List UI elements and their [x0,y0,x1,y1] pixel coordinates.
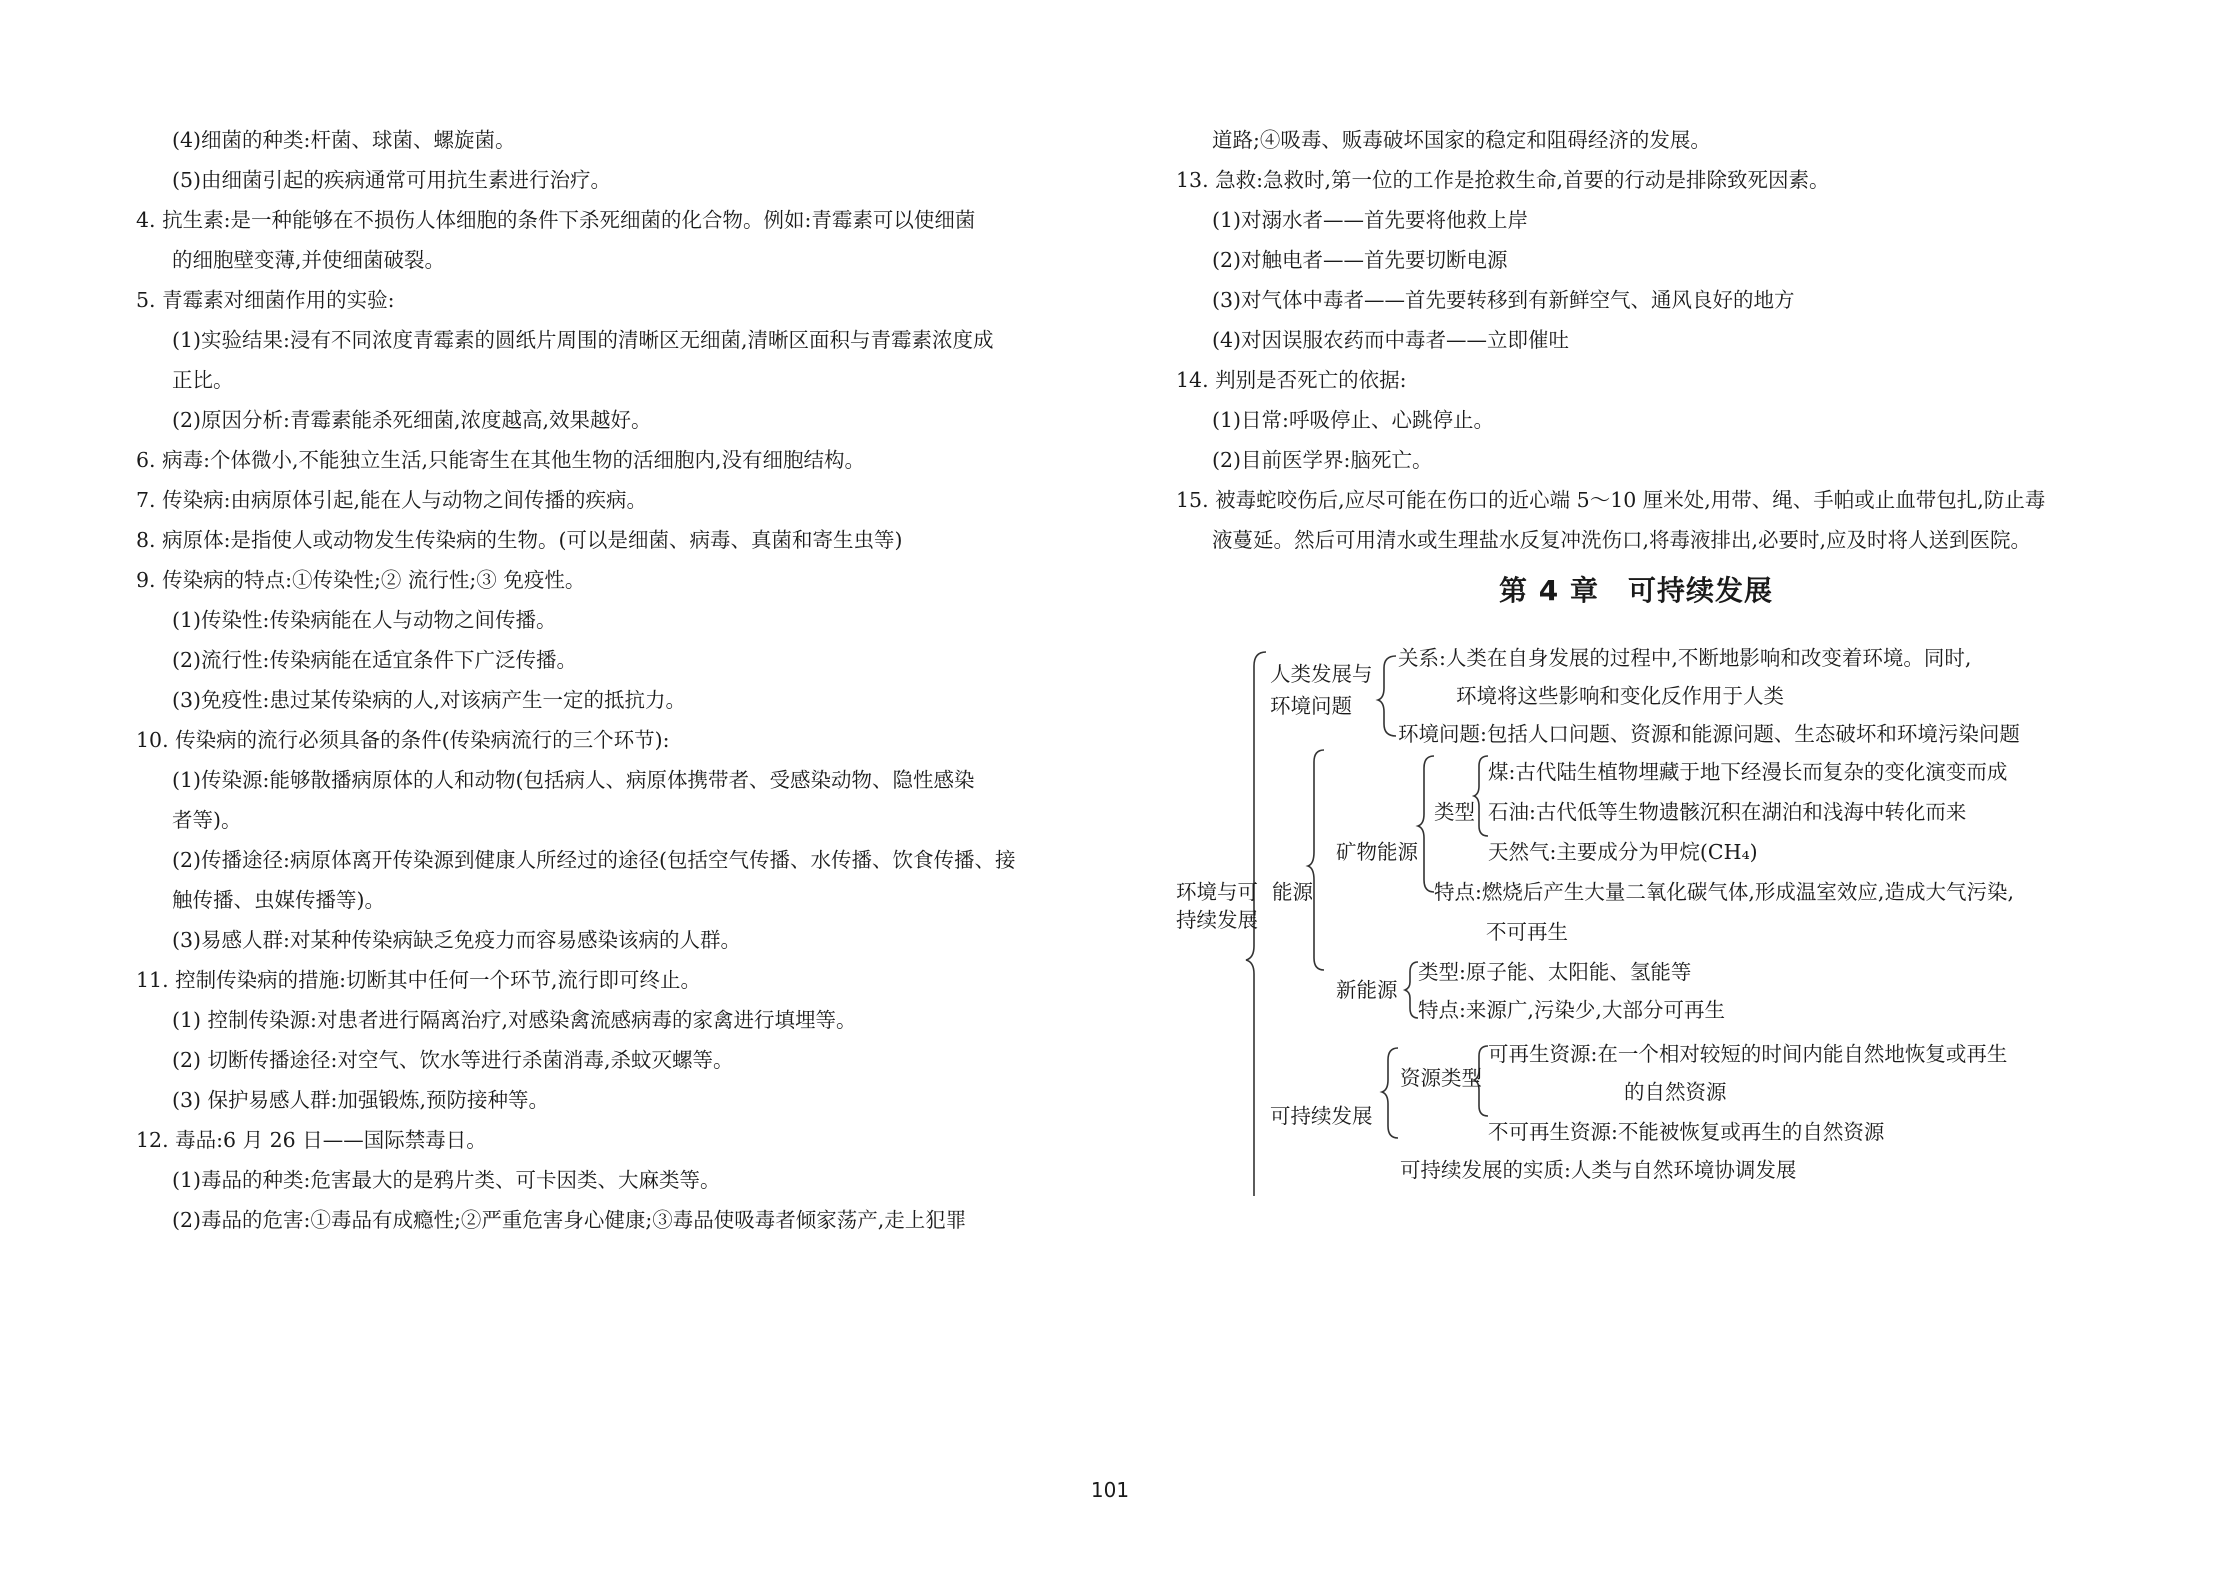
text-line: (1)毒品的种类:危害最大的是鸦片类、可卡因类、大麻类等。 [172,1168,721,1192]
tree-leaf: 石油:古代低等生物遗骸沉积在湖泊和浅海中转化而来 [1488,800,1967,824]
text-line: (1)传染性:传染病能在人与动物之间传播。 [172,608,557,632]
text-line: 5. 青霉素对细菌作用的实验: [136,288,395,312]
tree-leaf: 环境问题:包括人口问题、资源和能源问题、生态破坏和环境污染问题 [1398,722,2020,746]
brace [1308,750,1324,970]
tree-leaf: 天然气:主要成分为甲烷(CH₄) [1488,840,1758,864]
tree-leaf: 类型:原子能、太阳能、氢能等 [1418,960,1692,984]
brace [1378,656,1396,736]
text-line: (2) 切断传播途径:对空气、饮水等进行杀菌消毒,杀蚊灭螺等。 [172,1048,734,1072]
text-line: (1) 控制传染源:对患者进行隔离治疗,对感染禽流感病毒的家禽进行填埋等。 [172,1008,857,1032]
text-line: (4)对因误服农药而中毒者——立即催吐 [1212,328,1570,352]
text-line: 15. 被毒蛇咬伤后,应尽可能在伤口的近心端 5～10 厘米处,用带、绳、手帕或止血带包扎,防止毒 [1176,488,2046,512]
tree-leaf: 不可再生 [1486,920,1568,944]
text-line: 道路;④吸毒、贩毒破坏国家的稳定和阻碍经济的发展。 [1212,128,1711,152]
text-line: 液蔓延。然后可用清水或生理盐水反复冲洗伤口,将毒液排出,必要时,应及时将人送到医院。 [1212,528,2032,552]
text-line: 的细胞壁变薄,并使细菌破裂。 [172,248,446,272]
text-line: (2)流行性:传染病能在适宜条件下广泛传播。 [172,648,577,672]
tree-leaf: 可再生资源:在一个相对较短的时间内能自然地恢复或再生 [1488,1042,2008,1066]
tree-root: 持续发展 [1176,908,1258,932]
tree-node: 新能源 [1336,978,1398,1002]
tree-root: 环境与可 [1176,880,1258,904]
text-line: 10. 传染病的流行必须具备的条件(传染病流行的三个环节): [136,728,670,752]
text-line: (1)实验结果:浸有不同浓度青霉素的圆纸片周围的清晰区无细菌,清晰区面积与青霉素浓度成 [172,328,994,352]
text-line: (5)由细菌引起的疾病通常可用抗生素进行治疗。 [172,168,612,192]
tree-node: 人类发展与 [1270,662,1373,686]
text-line: 9. 传染病的特点:①传染性;② 流行性;③ 免疫性。 [136,568,586,592]
text-line: (1)传染源:能够散播病原体的人和动物(包括病人、病原体携带者、受感染动物、隐性感染 [172,768,975,792]
tree-leaf: 特点:燃烧后产生大量二氧化碳气体,形成温室效应,造成大气污染, [1434,880,2014,904]
text-line: 13. 急救:急救时,第一位的工作是抢救生命,首要的行动是排除致死因素。 [1176,168,1830,192]
tree-node: 能源 [1272,880,1313,904]
brace [1474,756,1488,836]
text-line: (3) 保护易感人群:加强锻炼,预防接种等。 [172,1088,549,1112]
page-number: 101 [1090,1478,1130,1502]
tree-node: 类型 [1434,800,1475,824]
text-line: (3)对气体中毒者——首先要转移到有新鲜空气、通风良好的地方 [1212,288,1795,312]
text-line: (4)细菌的种类:杆菌、球菌、螺旋菌。 [172,128,516,152]
text-line: 11. 控制传染病的措施:切断其中任何一个环节,流行即可终止。 [136,968,702,992]
tree-leaf: 煤:古代陆生植物埋藏于地下经漫长而复杂的变化演变而成 [1488,760,2008,784]
brace [1382,1048,1398,1138]
brace [1405,962,1418,1018]
text-line: (1)对溺水者——首先要将他救上岸 [1212,208,1529,232]
tree-leaf: 的自然资源 [1624,1080,1727,1104]
text-line: (3)易感人群:对某种传染病缺乏免疫力而容易感染该病的人群。 [172,928,741,952]
tree-leaf: 特点:来源广,污染少,大部分可再生 [1418,998,1725,1022]
text-line: 6. 病毒:个体微小,不能独立生活,只能寄生在其他生物的活细胞内,没有细胞结构。 [136,448,866,472]
text-line: (2)传播途径:病原体离开传染源到健康人所经过的途径(包括空气传播、水传播、饮食传播、接 [172,848,1016,872]
text-line: (2)对触电者——首先要切断电源 [1212,248,1508,272]
text-line: 者等)。 [172,808,242,832]
text-line: (2)目前医学界:脑死亡。 [1212,448,1433,472]
text-line: (3)免疫性:患过某传染病的人,对该病产生一定的抵抗力。 [172,688,686,712]
tree-node: 资源类型 [1400,1066,1482,1090]
text-line: (2)原因分析:青霉素能杀死细菌,浓度越高,效果越好。 [172,408,652,432]
left-column [136,120,1066,1240]
tree-leaf: 关系:人类在自身发展的过程中,不断地影响和改变着环境。同时, [1398,646,1972,670]
tree-node: 环境问题 [1270,694,1352,718]
chapter-title: 第 4 章 可持续发展 [1499,574,1773,607]
tree-node: 矿物能源 [1336,840,1418,864]
tree-leaf: 可持续发展的实质:人类与自然环境协调发展 [1400,1158,1797,1182]
tree-node: 可持续发展 [1270,1104,1373,1128]
brace [1418,756,1434,892]
text-line: 8. 病原体:是指使人或动物发生传染病的生物。(可以是细菌、病毒、真菌和寄生虫等) [136,528,903,552]
concept-tree [1176,636,2096,1196]
text-line: 14. 判别是否死亡的依据: [1176,368,1407,392]
text-line: 4. 抗生素:是一种能够在不损伤人体细胞的条件下杀死细菌的化合物。例如:青霉素可以使细菌 [136,208,976,232]
text-line: (2)毒品的危害:①毒品有成瘾性;②严重危害身心健康;③毒品使吸毒者倾家荡产,走上犯罪 [172,1208,967,1232]
text-line: 12. 毒品:6 月 26 日——国际禁毒日。 [136,1128,487,1152]
tree-leaf: 环境将这些影响和变化反作用于人类 [1456,684,1784,708]
text-line: (1)日常:呼吸停止、心跳停止。 [1212,408,1494,432]
right-column [1176,120,2096,618]
tree-leaf: 不可再生资源:不能被恢复或再生的自然资源 [1488,1120,1885,1144]
text-line: 触传播、虫媒传播等)。 [172,888,385,912]
text-line: 正比。 [172,368,234,392]
text-line: 7. 传染病:由病原体引起,能在人与动物之间传播的疾病。 [136,488,647,512]
